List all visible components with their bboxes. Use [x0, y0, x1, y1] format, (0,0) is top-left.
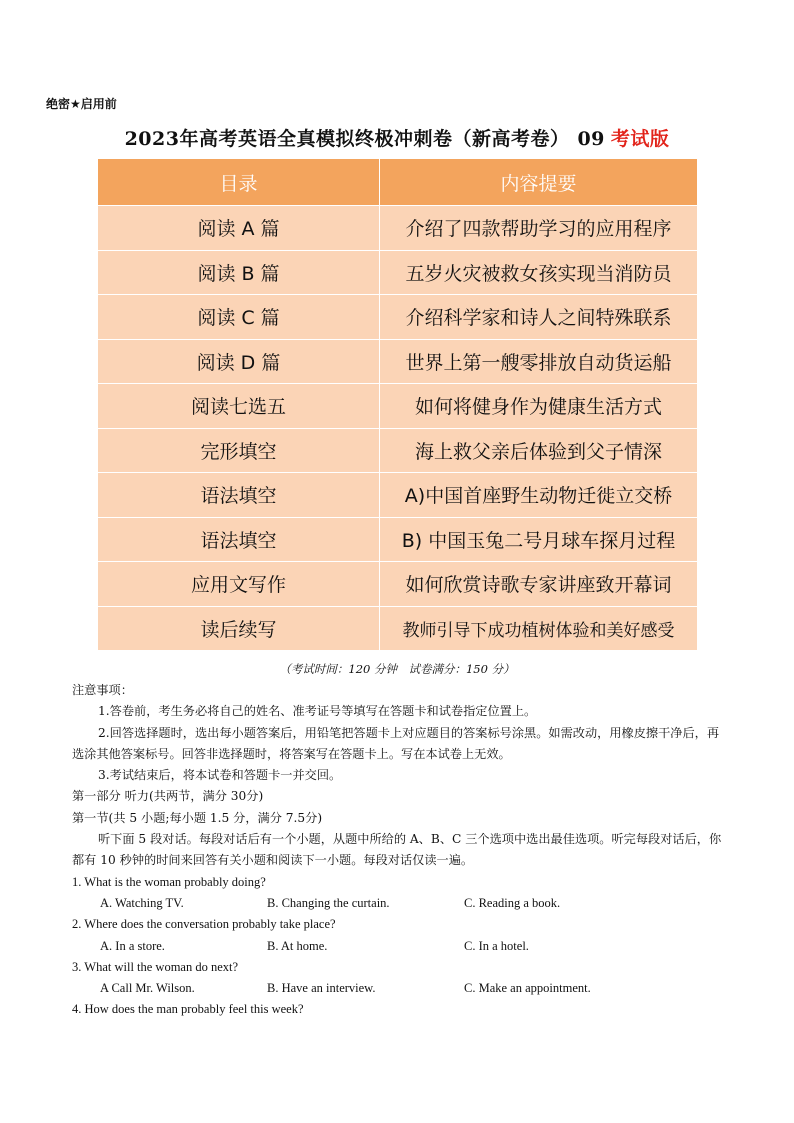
table-row	[98, 206, 698, 251]
option-c[interactable]: C. In a hotel.	[464, 938, 529, 953]
summary-cell: 如何将健身作为健康生活方式	[380, 384, 698, 429]
note-item: 1.答卷前，考生务必将自己的姓名、准考证号等填写在答题卡和试卷指定位置上。	[98, 704, 537, 719]
listening-instructions: 听下面 5 段对话。每段对话后有一个小题，从题中所给的 A、B、C 三个选项中选出最佳选项。听完每段对话后，你都有 10 秒钟的时间来回答有关小题和阅读下一小题。每段对话仅读一遍。	[72, 832, 722, 868]
part-heading: 第一部分 听力(共两节，满分 30分)	[72, 789, 264, 804]
question-2: 2. Where does the conversation probably take place?	[72, 917, 336, 932]
option-c[interactable]: C. Reading a book.	[464, 895, 561, 910]
summary-cell: A)中国首座野生动物迁徙立交桥	[380, 473, 698, 518]
option-a[interactable]: A. Watching TV.	[100, 895, 184, 910]
question-3: 3. What will the woman do next?	[72, 959, 239, 974]
section-cell: 阅读 A 篇	[98, 206, 380, 251]
summary-cell: 介绍科学家和诗人之间特殊联系	[380, 295, 698, 340]
option-b[interactable]: B. Changing the curtain.	[267, 895, 390, 910]
confidential-label: 绝密★启用前	[46, 97, 117, 111]
section-cell: 阅读七选五	[98, 384, 380, 429]
table-header-row	[98, 159, 698, 206]
title-version-badge: 考试版	[610, 128, 670, 150]
question-4: 4. How does the man probably feel this week?	[72, 1002, 304, 1017]
notes-heading: 注意事项：	[72, 683, 133, 697]
section-cell: 应用文写作	[98, 562, 380, 607]
table-row	[98, 562, 698, 607]
exam-time-info: （考试时间：120 分钟 试卷满分：150 分）	[279, 662, 515, 676]
option-b[interactable]: B. Have an interview.	[267, 981, 376, 996]
table-row	[98, 295, 698, 340]
section-cell: 阅读 B 篇	[98, 250, 380, 295]
option-b[interactable]: B. At home.	[267, 938, 328, 953]
table-row	[98, 384, 698, 429]
options-row	[72, 936, 722, 957]
contents-table	[97, 158, 698, 651]
summary-cell: 如何欣赏诗歌专家讲座致开幕词	[380, 562, 698, 607]
note-item: 3.考试结束后，将本试卷和答题卡一并交回。	[98, 768, 342, 783]
options-row	[72, 978, 722, 999]
section-heading: 第一节(共 5 小题;每小题 1.5 分，满分 7.5分)	[72, 810, 323, 825]
col-header-contents: 目录	[98, 159, 380, 206]
section-cell: 语法填空	[98, 473, 380, 518]
title-number: 09	[577, 128, 605, 150]
table-row	[98, 473, 698, 518]
section-cell: 完形填空	[98, 428, 380, 473]
table-row	[98, 517, 698, 562]
note-item: 2.回答选择题时，选出每小题答案后，用铅笔把答题卡上对应题目的答案标号涂黑。如需改动，用橡皮擦干净后，再选涂其他答案标号。回答非选择题时，将答案写在答题卡上。写在本试卷上无效。	[72, 725, 720, 761]
table-row	[98, 428, 698, 473]
section-cell: 阅读 D 篇	[98, 339, 380, 384]
option-a[interactable]: A Call Mr. Wilson.	[100, 981, 195, 996]
section-cell: 阅读 C 篇	[98, 295, 380, 340]
summary-cell: 介绍了四款帮助学习的应用程序	[380, 206, 698, 251]
summary-cell: 五岁火灾被救女孩实现当消防员	[380, 250, 698, 295]
question-1: 1. What is the woman probably doing?	[72, 874, 266, 889]
summary-cell: 海上救父亲后体验到父子情深	[380, 428, 698, 473]
summary-cell: B) 中国玉兔二号月球车探月过程	[380, 517, 698, 562]
section-cell: 语法填空	[98, 517, 380, 562]
summary-cell: 世界上第一艘零排放自动货运船	[380, 339, 698, 384]
title-main: 2023年高考英语全真模拟终极冲刺卷（新高考卷）	[124, 128, 570, 150]
section-cell: 读后续写	[98, 606, 380, 651]
col-header-summary: 内容提要	[380, 159, 698, 206]
summary-cell: 教师引导下成功植树体验和美好感受	[380, 606, 698, 651]
option-a[interactable]: A. In a store.	[100, 938, 165, 953]
table-row	[98, 250, 698, 295]
options-row	[72, 893, 722, 914]
exam-body	[72, 680, 722, 1021]
option-c[interactable]: C. Make an appointment.	[464, 981, 591, 996]
table-row	[98, 606, 698, 651]
table-row	[98, 339, 698, 384]
page-title	[0, 124, 794, 151]
